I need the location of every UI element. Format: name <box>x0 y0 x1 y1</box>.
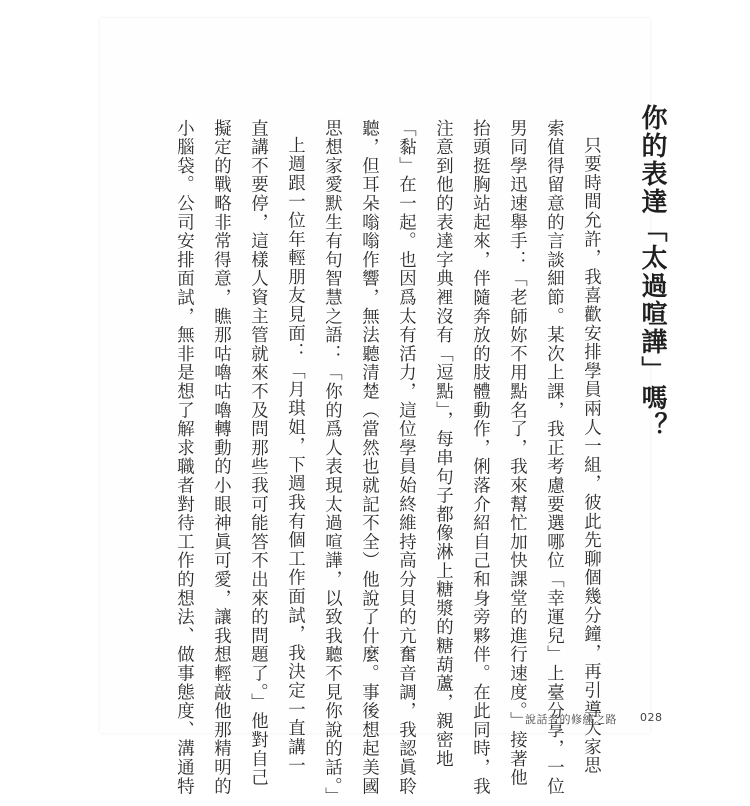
body-line-2: 索值得留意的言談細節。某次上課，我正考慮要選哪位「幸運兒」上臺分享，一位 <box>543 119 564 796</box>
body-line-10: 直講不要停，這樣人資主管就來不及問那些我可能答不出來的問題了。」他對自己 <box>247 119 268 788</box>
page-number: 028 <box>640 711 663 724</box>
body-line-3: 男同學迅速舉手：「老師妳不用點名了，我來幫忙加快課堂的進行速度。」接著他 <box>506 119 527 788</box>
book-page <box>100 18 667 806</box>
chapter-heading: 你的表達「太過喧譁」嗎？ <box>637 104 667 440</box>
body-line-1: 只要時間允許，我喜歡安排學員兩人一組，彼此先聊個幾分鐘，再引導大家思 <box>580 136 601 776</box>
body-line-4: 抬頭挺胸站起來，伴隨奔放的肢體動作，俐落介紹自己和身旁夥伴。在此同時，我 <box>469 119 490 796</box>
body-line-6: 「黏」在一起。也因爲太有活力，這位學員始終維持高分貝的亢奮音調，我認眞聆 <box>395 119 416 796</box>
body-line-7: 聽，但耳朵嗡嗡作響，無法聽清楚（當然也就記不全）他說了什麼。事後想起美國 <box>358 119 379 796</box>
running-footer-title: 說話者的修練之路 <box>525 713 617 726</box>
body-line-8: 思想家愛默生有句智慧之語：「你的爲人表現太過喧譁，以致我聽不見你說的話。」 <box>321 119 342 806</box>
body-line-12: 小腦袋。公司安排面試，無非是想了解求職者對待工作的想法、做事態度、溝通特 <box>173 119 194 796</box>
body-line-5: 注意到他的表達字典裡沒有「逗點」，每串句子都像淋上糖漿的糖葫蘆，親密地 <box>432 119 453 769</box>
body-line-9: 上週跟一位年輕朋友見面：「月琪姐，下週我有個工作面試，我決定一直講一 <box>284 136 305 776</box>
body-line-11: 擬定的戰略非常得意，瞧那咕嚕咕嚕轉動的小眼神眞可愛，讓我想輕敲他那精明的 <box>210 119 231 796</box>
